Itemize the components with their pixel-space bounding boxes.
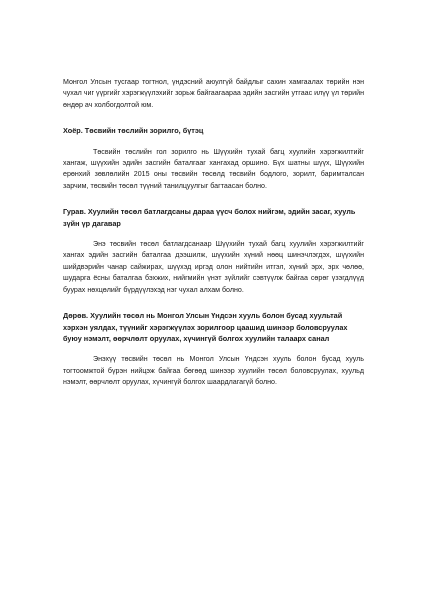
section-3-heading: Гурав. Хуулийн төсөл батлагдсаны дараа үүсч болох нийгэм, эдийн засаг, хууль зүйн үр дагавар [63, 207, 356, 228]
section-2-heading: Хоёр. Төсвийн төслийн зорилго, бүтэц [63, 126, 204, 136]
section-3-body: Энэ төсвийн төсөл батлагдсанаар Шүүхийн тухай багц хуулийн хэрэгжилтийг хангах эдийн засгийн баталгаа дээшилж, шүүхийн хүний нөөц шинэчлэгдэх, шүүхийн шийдвэрийн чанар сайжирах, шүүхэд иргэд олон нийтийн итгэл, хүний эрх, эрх чөлөө, шударга ёсны баталгаа бэхжих, нийгмийн үнэт зүйлийг сэвтүүлж байгаа сөрөг үзэгдлүүд буурах нөхцөлийг бүрдүүлэхэд нэг чухал алхам болно. [63, 240, 364, 294]
section-2-body: Төсвийн төслийн гол зорилго нь Шүүхийн тухай багц хуулийн хэрэгжилтийг хангаж, шүүхийн эдийн засгийн баталгааг хангахад оршино. Бүх шатны шүүх, Шүүхийн ерөнхий зөвлөлийн 2015 оны төсвийн төсөлд төсвийн бодлого, зорилт, баримталсан зарчим, төсвийн төсөл түүний танилцуулгыг багтаасан болно. [63, 147, 364, 190]
intro-paragraph: Монгол Улсын тусгаар тогтнол, үндэсний аюулгүй байдлыг сахин хамгаалах төрийн нэн чухал чиг үүргийг хэрэгжүүлэхийг зорьж байгаагаараа эдийн засгийн утгаас илүү үл төрийн өндөр ач холбогдолтой юм. [63, 78, 364, 109]
section-4-heading: Дөрөв. Хуулийн төсөл нь Монгол Улсын Үндсэн хууль болон бусад хуультай хэрхэн уялдах, түүнийг хэрэгжүүлэх зорилгоор цаашид шинээр боловсруулах буюу нэмэлт, өөрчлөлт оруулах, хүчингүй болгох хуулийн талаарх санал [63, 311, 348, 343]
section-4-body: Энэхүү төсвийн төсөл нь Монгол Улсын Үндсэн хууль болон бусад хууль тогтоомжтой бүрэн нийцэж байгаа бөгөөд шинээр хуулийн төсөл боловсруулах, хуульд нэмэлт, өөрчлөлт оруулах, хүчингүй болгох шаардлагагүй болно. [63, 355, 364, 387]
